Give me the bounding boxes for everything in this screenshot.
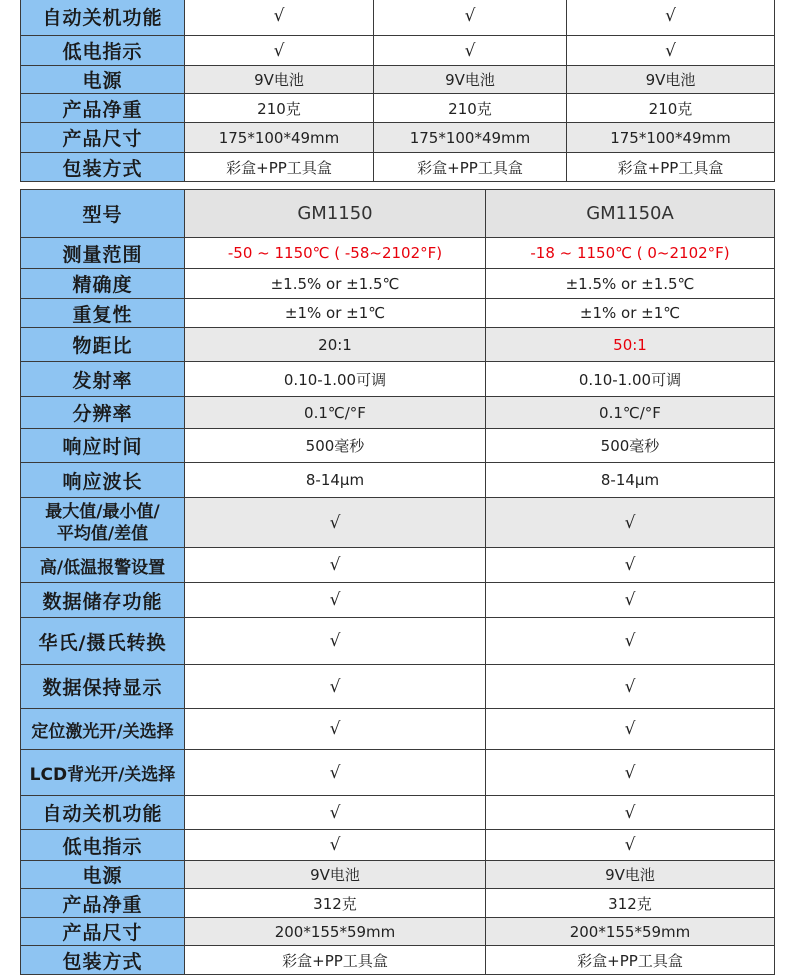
row-label-size: 产品尺寸 xyxy=(21,123,185,153)
row-label-lcd-backlight: LCD背光开/关选择 xyxy=(21,750,185,796)
cell-value: 312克 xyxy=(486,889,775,918)
row-label-distance-ratio: 物距比 xyxy=(21,328,185,362)
cell-value: 8-14μm xyxy=(185,463,486,498)
cell-value: ±1.5% or ±1.5℃ xyxy=(486,269,775,299)
table-row xyxy=(21,830,775,861)
cell-value: -50 ~ 1150℃ ( -58~2102°F) xyxy=(185,238,486,269)
cell-value: ±1% or ±1℃ xyxy=(185,299,486,328)
cell-value: 500毫秒 xyxy=(185,429,486,463)
check-mark: √ xyxy=(567,36,775,66)
cell-value: 彩盒+PP工具盒 xyxy=(486,946,775,975)
table-row xyxy=(21,397,775,429)
cell-value: 0.10-1.00可调 xyxy=(185,362,486,397)
row-label-emissivity: 发射率 xyxy=(21,362,185,397)
spec-table-top xyxy=(20,0,775,182)
table-row xyxy=(21,463,775,498)
row-label-packaging: 包装方式 xyxy=(21,946,185,975)
row-label-line: 平均值/差值 xyxy=(56,523,149,544)
table-row xyxy=(21,66,775,94)
cell-value: 20:1 xyxy=(185,328,486,362)
row-label-unit-switch: 华氏/摄氏转换 xyxy=(21,618,185,665)
cell-value: 210克 xyxy=(567,94,775,123)
check-mark: √ xyxy=(185,498,486,548)
check-mark: √ xyxy=(185,548,486,583)
row-label-power: 电源 xyxy=(21,66,185,94)
row-label-response-time: 响应时间 xyxy=(21,429,185,463)
check-mark: √ xyxy=(486,583,775,618)
row-label-packaging: 包装方式 xyxy=(21,153,185,182)
cell-value: 彩盒+PP工具盒 xyxy=(185,946,486,975)
check-mark: √ xyxy=(185,36,374,66)
table-row xyxy=(21,750,775,796)
spec-table-gm1150 xyxy=(20,189,775,975)
check-mark: √ xyxy=(185,750,486,796)
table-row xyxy=(21,548,775,583)
row-label-alarm: 高/低温报警设置 xyxy=(21,548,185,583)
row-label-accuracy: 精确度 xyxy=(21,269,185,299)
table-row xyxy=(21,861,775,889)
cell-value: ±1.5% or ±1.5℃ xyxy=(185,269,486,299)
cell-value: 312克 xyxy=(185,889,486,918)
check-mark: √ xyxy=(486,548,775,583)
table-row xyxy=(21,328,775,362)
row-label-low-battery: 低电指示 xyxy=(21,830,185,861)
check-mark: √ xyxy=(486,709,775,750)
row-label-auto-off: 自动关机功能 xyxy=(21,796,185,830)
model-name: GM1150A xyxy=(486,190,775,238)
cell-value: 175*100*49mm xyxy=(374,123,567,153)
cell-value: 175*100*49mm xyxy=(567,123,775,153)
cell-value: 9V电池 xyxy=(567,66,775,94)
row-label-weight: 产品净重 xyxy=(21,94,185,123)
check-mark: √ xyxy=(185,665,486,709)
row-label-auto-off: 自动关机功能 xyxy=(21,0,185,36)
cell-value: 9V电池 xyxy=(185,861,486,889)
row-label-range: 测量范围 xyxy=(21,238,185,269)
table-row xyxy=(21,583,775,618)
table-row xyxy=(21,0,775,36)
cell-value: 210克 xyxy=(185,94,374,123)
cell-value: 200*155*59mm xyxy=(486,918,775,946)
table-row xyxy=(21,889,775,918)
check-mark: √ xyxy=(486,830,775,861)
table-row xyxy=(21,946,775,975)
row-label-power: 电源 xyxy=(21,861,185,889)
table-row xyxy=(21,665,775,709)
check-mark: √ xyxy=(374,36,567,66)
table-header-row xyxy=(21,190,775,238)
check-mark: √ xyxy=(486,618,775,665)
cell-value: 500毫秒 xyxy=(486,429,775,463)
row-label-wavelength: 响应波长 xyxy=(21,463,185,498)
table-row xyxy=(21,123,775,153)
check-mark: √ xyxy=(567,0,775,36)
check-mark: √ xyxy=(185,618,486,665)
check-mark: √ xyxy=(486,665,775,709)
cell-value: 0.1℃/°F xyxy=(486,397,775,429)
cell-value: 210克 xyxy=(374,94,567,123)
cell-value: 0.10-1.00可调 xyxy=(486,362,775,397)
cell-value: 0.1℃/°F xyxy=(185,397,486,429)
table-row xyxy=(21,94,775,123)
header-label-model: 型号 xyxy=(21,190,185,238)
cell-value: 175*100*49mm xyxy=(185,123,374,153)
check-mark: √ xyxy=(185,830,486,861)
cell-value: -18 ~ 1150℃ ( 0~2102°F) xyxy=(486,238,775,269)
table-row xyxy=(21,362,775,397)
row-label-data-storage: 数据储存功能 xyxy=(21,583,185,618)
cell-value: 彩盒+PP工具盒 xyxy=(567,153,775,182)
cell-value: 200*155*59mm xyxy=(185,918,486,946)
check-mark: √ xyxy=(185,796,486,830)
cell-value: 8-14μm xyxy=(486,463,775,498)
check-mark: √ xyxy=(374,0,567,36)
check-mark: √ xyxy=(185,0,374,36)
cell-value: 9V电池 xyxy=(374,66,567,94)
table-row xyxy=(21,709,775,750)
table-row xyxy=(21,153,775,182)
row-label-low-battery: 低电指示 xyxy=(21,36,185,66)
row-label-size: 产品尺寸 xyxy=(21,918,185,946)
table-row xyxy=(21,269,775,299)
check-mark: √ xyxy=(486,498,775,548)
row-label-line: 最大值/最小值/ xyxy=(45,501,160,522)
cell-value: 彩盒+PP工具盒 xyxy=(374,153,567,182)
table-row xyxy=(21,238,775,269)
check-mark: √ xyxy=(486,796,775,830)
cell-value: 50:1 xyxy=(486,328,775,362)
table-row xyxy=(21,918,775,946)
cell-value: 9V电池 xyxy=(486,861,775,889)
row-label-resolution: 分辨率 xyxy=(21,397,185,429)
row-label-repeatability: 重复性 xyxy=(21,299,185,328)
check-mark: √ xyxy=(486,750,775,796)
row-label-weight: 产品净重 xyxy=(21,889,185,918)
cell-value: 9V电池 xyxy=(185,66,374,94)
check-mark: √ xyxy=(185,709,486,750)
cell-value: 彩盒+PP工具盒 xyxy=(185,153,374,182)
model-name: GM1150 xyxy=(185,190,486,238)
table-row xyxy=(21,498,775,548)
table-row xyxy=(21,796,775,830)
row-label-data-hold: 数据保持显示 xyxy=(21,665,185,709)
table-row xyxy=(21,429,775,463)
row-label-laser: 定位激光开/关选择 xyxy=(21,709,185,750)
cell-value: ±1% or ±1℃ xyxy=(486,299,775,328)
table-row xyxy=(21,299,775,328)
row-label-max-min-avg-diff xyxy=(21,498,185,548)
table-row xyxy=(21,36,775,66)
check-mark: √ xyxy=(185,583,486,618)
table-row xyxy=(21,618,775,665)
